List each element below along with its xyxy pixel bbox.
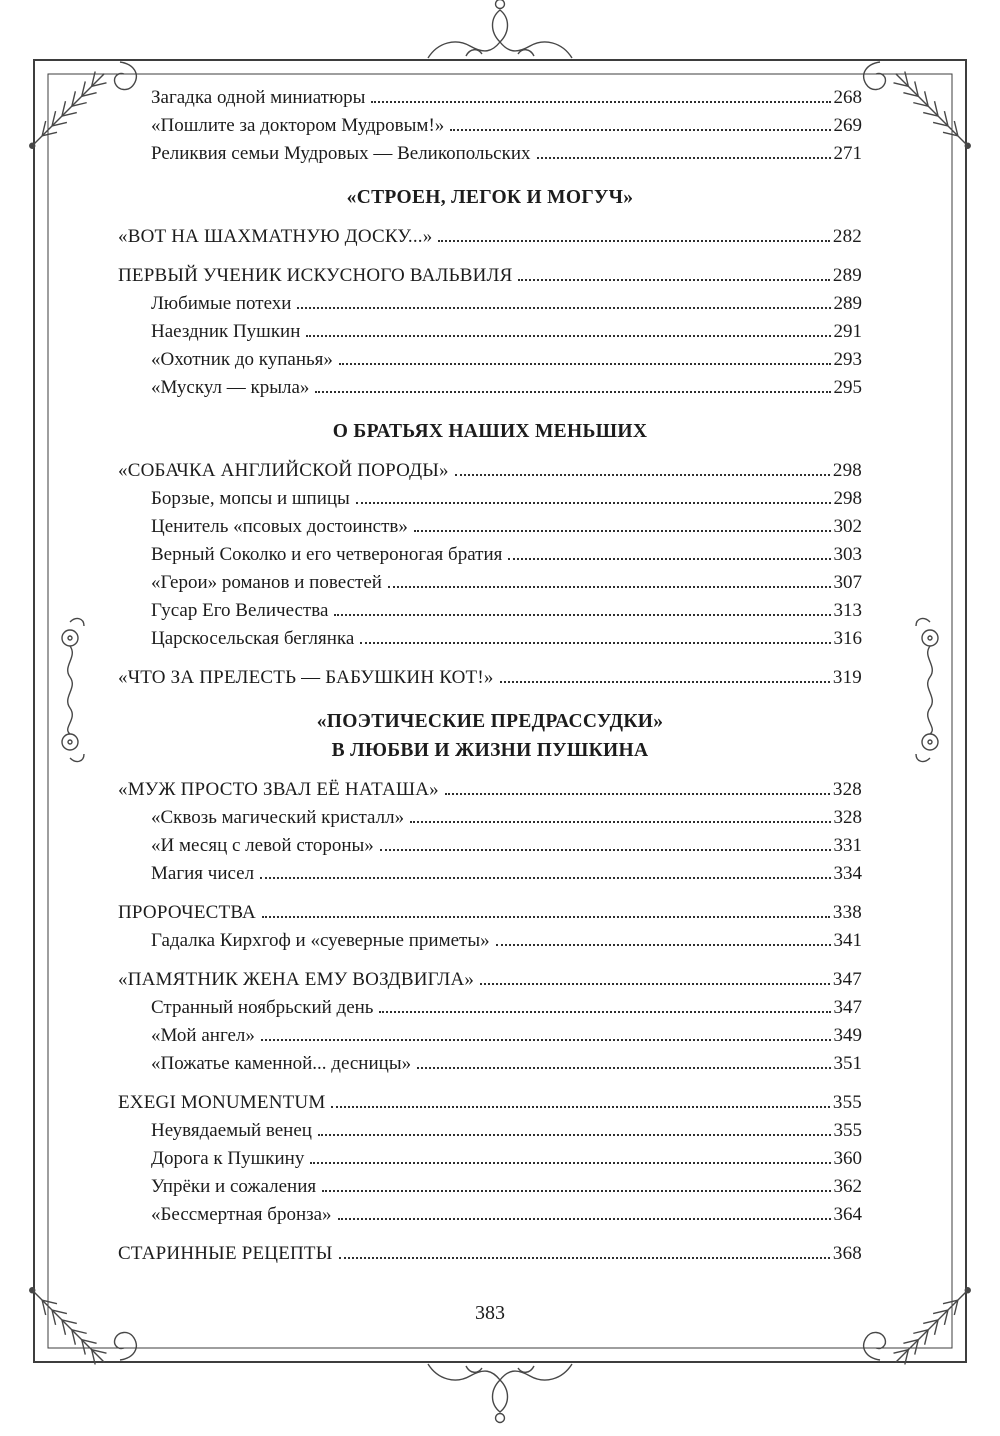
toc-entry-label: Верный Соколко и его четвероногая братия [151,544,503,565]
toc-entry [118,457,862,485]
toc-entry [118,860,862,888]
toc-leader-dots [414,530,831,532]
toc-entry-page: 289 [832,265,862,286]
toc-entry-label: Гусар Его Величества [151,600,329,621]
toc-entry-page: 349 [833,1025,862,1046]
toc-entry [118,1050,862,1078]
toc-entry [118,776,862,804]
toc-entry-page: 355 [832,1092,862,1113]
toc-entry [118,262,862,290]
toc-entry [118,1145,862,1173]
toc-leader-dots [297,307,830,309]
toc-leader-dots [331,1106,829,1108]
toc-entry-page: 368 [832,1243,862,1264]
toc-entry-label: «ЧТО ЗА ПРЕЛЕСТЬ — БАБУШКИН КОТ!» [118,667,494,688]
toc-entry-label: Борзые, мопсы и шпицы [151,488,350,509]
toc-entry [118,374,862,402]
toc-entry-page: 347 [832,969,862,990]
toc-entry-page: 293 [833,349,862,370]
toc-entry-page: 364 [833,1204,862,1225]
toc-entry-page: 347 [833,997,862,1018]
toc-leader-dots [339,1257,830,1259]
toc-entry-label: Любимые потехи [151,293,292,314]
toc-leader-dots [310,1162,830,1164]
toc-leader-dots [262,916,830,918]
toc-leader-dots [445,793,830,795]
toc-entry-label: «ВОТ НА ШАХМАТНУЮ ДОСКУ...» [118,226,433,247]
toc-entry-label: Магия чисел [151,863,255,884]
toc-entry-label: СТАРИННЫЕ РЕЦЕПТЫ [118,1243,333,1264]
toc-entry-page: 271 [833,143,862,164]
toc-entry [118,832,862,860]
toc-entry-label: «Мой ангел» [151,1025,255,1046]
toc-entry-page: 316 [833,628,862,649]
toc-entry-label: Дорога к Пушкину [151,1148,305,1169]
toc-entry-page: 362 [833,1176,862,1197]
toc-entry [118,541,862,569]
toc-leader-dots [438,240,829,242]
toc-entry-label: Реликвия семьи Мудровых — Великопольских [151,143,531,164]
toc-leader-dots [322,1190,830,1192]
toc-entry-label: «Пошлите за доктором Мудровым!» [151,115,445,136]
toc-entry-label: «СОБАЧКА АНГЛИЙСКОЙ ПОРОДЫ» [118,460,449,481]
toc-entry [118,223,862,251]
section-heading [118,417,862,446]
toc-entry [118,112,862,140]
toc-entry [118,290,862,318]
toc-leader-dots [380,849,831,851]
toc-entry [118,1117,862,1145]
section-heading [118,707,862,765]
toc-entry [118,625,862,653]
toc-leader-dots [371,101,830,103]
toc-entry-page: 282 [832,226,862,247]
section-heading-line: «СТРОЕН, ЛЕГОК И МОГУЧ» [346,187,634,208]
toc-entry-page: 360 [833,1148,862,1169]
toc-entry-page: 298 [833,488,862,509]
toc-entry-label: «Сквозь магический кристалл» [151,807,405,828]
toc-entry-page: 298 [832,460,862,481]
toc-leader-dots [455,474,830,476]
toc-entry-page: 351 [833,1053,862,1074]
toc-entry [118,346,862,374]
bottom-crest-ornament [428,1364,572,1423]
toc-entry-label: Странный ноябрьский день [151,997,374,1018]
toc-entry-label: ПРОРОЧЕСТВА [118,902,256,923]
toc-leader-dots [338,1218,831,1220]
toc-entry-page: 303 [833,544,862,565]
toc-leader-dots [518,279,829,281]
toc-leader-dots [410,821,830,823]
toc-entry-label: Упрёки и сожаления [151,1176,317,1197]
toc-leader-dots [508,558,830,560]
section-heading-line: В ЛЮБВИ И ЖИЗНИ ПУШКИНА [331,740,649,761]
section-heading-line: «ПОЭТИЧЕСКИЕ ПРЕДРАССУДКИ» [316,711,664,732]
toc-entry-label: «Мускул — крыла» [151,377,310,398]
toc-entry-page: 291 [833,321,862,342]
toc-entry-page: 307 [833,572,862,593]
toc-entry [118,899,862,927]
toc-entry-page: 338 [832,902,862,923]
toc-leader-dots [496,944,831,946]
toc-entry-page: 313 [833,600,862,621]
toc-entry-label: «И месяц с левой стороны» [151,835,374,856]
toc-entry-label: Загадка одной миниатюры [151,87,366,108]
toc-entry [118,513,862,541]
toc-entry-label: Царскосельская беглянка [151,628,355,649]
toc-leader-dots [339,363,831,365]
toc-leader-dots [388,586,831,588]
toc-entry-page: 289 [833,293,862,314]
toc-entry [118,927,862,955]
toc-leader-dots [356,502,831,504]
section-heading-line: О БРАТЬЯХ НАШИХ МЕНЬШИХ [332,421,648,442]
toc-leader-dots [306,335,830,337]
page-number: 383 [475,1302,505,1324]
toc-entry [118,318,862,346]
toc-entry [118,485,862,513]
toc-entry-label: Ценитель «псовых достоинств» [151,516,408,537]
toc-leader-dots [379,1011,830,1013]
toc-entry [118,569,862,597]
toc-entry-page: 328 [833,807,862,828]
toc-entry-label: «Герои» романов и повестей [151,572,382,593]
toc-leader-dots [360,642,830,644]
toc-entry-label: «МУЖ ПРОСТО ЗВАЛ ЕЁ НАТАША» [118,779,439,800]
toc-entry [118,966,862,994]
toc-entry-label: Неувядаемый венец [151,1120,312,1141]
toc-leader-dots [417,1067,830,1069]
toc-entry-page: 319 [832,667,862,688]
table-of-contents [118,84,862,1268]
toc-entry-page: 334 [833,863,862,884]
toc-entry [118,597,862,625]
toc-entry-label: Наездник Пушкин [151,321,301,342]
toc-entry-page: 355 [833,1120,862,1141]
toc-entry [118,84,862,112]
toc-entry-label: EXEGI MONUMENTUM [118,1092,326,1113]
toc-leader-dots [260,877,830,879]
toc-entry [118,804,862,832]
toc-leader-dots [500,681,830,683]
toc-entry [118,1022,862,1050]
toc-content [118,84,862,1268]
toc-entry-page: 269 [833,115,862,136]
toc-leader-dots [450,129,830,131]
toc-entry-page: 295 [833,377,862,398]
toc-leader-dots [480,983,830,985]
toc-entry-label: «ПАМЯТНИК ЖЕНА ЕМУ ВОЗДВИГЛА» [118,969,475,990]
toc-leader-dots [315,391,830,393]
toc-entry [118,1089,862,1117]
toc-entry [118,664,862,692]
toc-entry-label: «Охотник до купанья» [151,349,333,370]
toc-leader-dots [318,1134,831,1136]
toc-entry-label: ПЕРВЫЙ УЧЕНИК ИСКУСНОГО ВАЛЬВИЛЯ [118,265,513,286]
toc-entry-page: 302 [833,516,862,537]
toc-entry-page: 341 [833,930,862,951]
toc-entry-page: 331 [833,835,862,856]
toc-entry-page: 268 [833,87,862,108]
toc-entry-label: Гадалка Кирхгоф и «суеверные приметы» [151,930,490,951]
toc-leader-dots [261,1039,831,1041]
toc-entry [118,140,862,168]
toc-entry-label: «Бессмертная бронза» [151,1204,332,1225]
section-heading [118,183,862,212]
toc-leader-dots [334,614,830,616]
toc-entry-label: «Пожатье каменной... десницы» [151,1053,412,1074]
toc-entry-page: 328 [832,779,862,800]
toc-entry [118,994,862,1022]
toc-entry [118,1201,862,1229]
top-crest-ornament [428,0,572,58]
toc-leader-dots [537,157,831,159]
toc-entry [118,1173,862,1201]
toc-entry [118,1240,862,1268]
